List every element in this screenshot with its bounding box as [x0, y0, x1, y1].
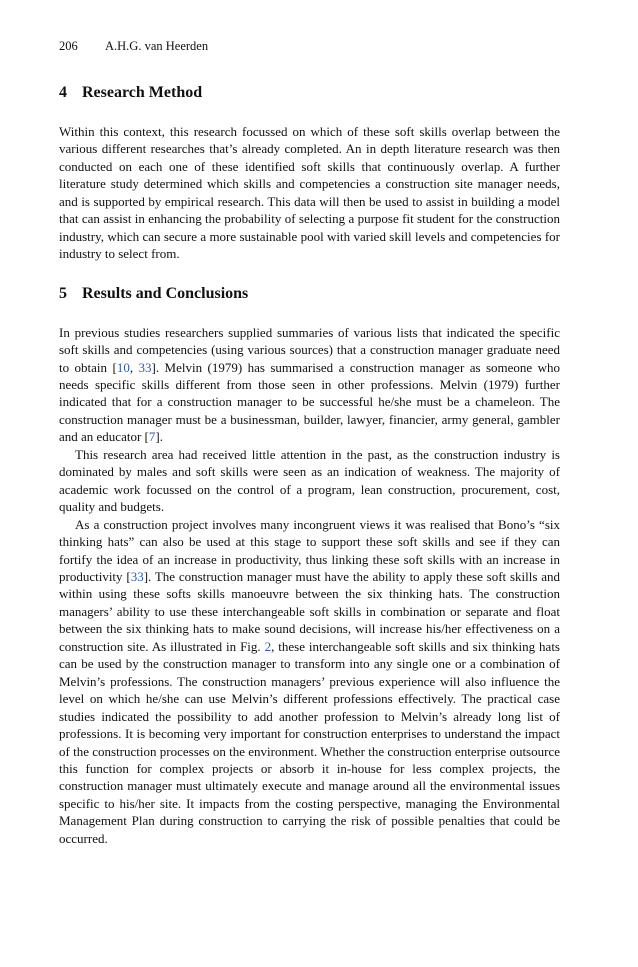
section-number: 5	[59, 284, 67, 302]
citation-link[interactable]: 33	[138, 359, 152, 375]
page	[59, 38, 560, 847]
section-number: 4	[59, 84, 67, 101]
citation-link[interactable]: 7	[148, 429, 156, 445]
paragraph-results-2: This research area had received little attention in the past, as the construction industry is dominated by males and soft skills were seen as an indication of weakness. The majority of academic work focussed on the control of a program, lean construction, procurement, cost, quality and budgets.	[59, 446, 560, 515]
section-title: Research Method	[82, 84, 203, 101]
citation-link[interactable]: 33	[130, 568, 144, 584]
running-head	[59, 38, 560, 54]
running-head-author: A.H.G. van Heerden	[105, 39, 209, 53]
paragraph-research-method: Within this context, this research focussed on which of these soft skills overlap between the various different researches that’s already completed. An in depth literature research was then conducted on each one of these identified soft skills that continuously overlap. A further literature study determined which skills and competencies a construction site manager needs, and is supported by empirical research. This data will then be used to assist in building a model that can assist in enhancing the probability of selecting a purpose fit student for the construction industry, which can secure a more sustainable pool with varied skill levels and competencies for industry to select from.	[59, 124, 560, 262]
section-title: Results and Conclusions	[82, 284, 249, 302]
page-number: 206	[59, 39, 78, 53]
paragraph-results-1: In previous studies researchers supplied summaries of various lists that indicated the specific soft skills and competencies (using various sources) that a construction manager graduate need to obtain [10, 33]. Melvin (1979) has summarised a construction manager as someone who needs specific skills different from those seen in other professions. Melvin (1979) further indicated that for a construction manager to be successful he/she must be a chameleon. The construction manager must be a businessman, builder, lawyer, financier, army general, gambler and an educator [7].	[59, 324, 561, 445]
figure-link[interactable]: 2	[264, 638, 272, 654]
citation-link[interactable]: 10	[116, 359, 130, 375]
section-heading-research-method	[59, 83, 560, 103]
section-heading-results	[59, 284, 560, 304]
paragraph-results-3: As a construction project involves many incongruent views it was realised that Bono’s “six thinking hats” can also be used at this stage to support these soft skills and see if they can fortify the idea of an increase in productivity, thus linking these soft skills with an increase in productivity [33]. The construction manager must have the ability to apply these soft skills and within using these softs skills manoeuvre between the six thinking hats. The construction managers’ ability to use these interchangeable soft skills in combination or separate and float between the six thinking hats to make sound decisions, will increase his/her effectiveness on a construction site. As illustrated in Fig. 2, these interchangeable soft skills and six thinking hats can be used by the construction manager to transform into any single one or a combination of Melvin’s professions. The construction managers’ previous experience will also influence the level on which he/she can use Melvin’s different professions effectively. The practical case studies indicated the possibility to add another profession to Melvin’s already long list of professions. It is becoming very important for construction enterprises to understand the impact of the construction processes on the environment. Whether the construction enterprise outsource this function for complex projects or absorb it in-house for less complex projects, the construction manager must ultimately execute and manage around all the environmental issues specific to his/her site. It impacts from the costing perspective, managing the Environmental Management Plan during construction to carrying the risk of possible penalties that could be occurred.	[59, 516, 560, 846]
